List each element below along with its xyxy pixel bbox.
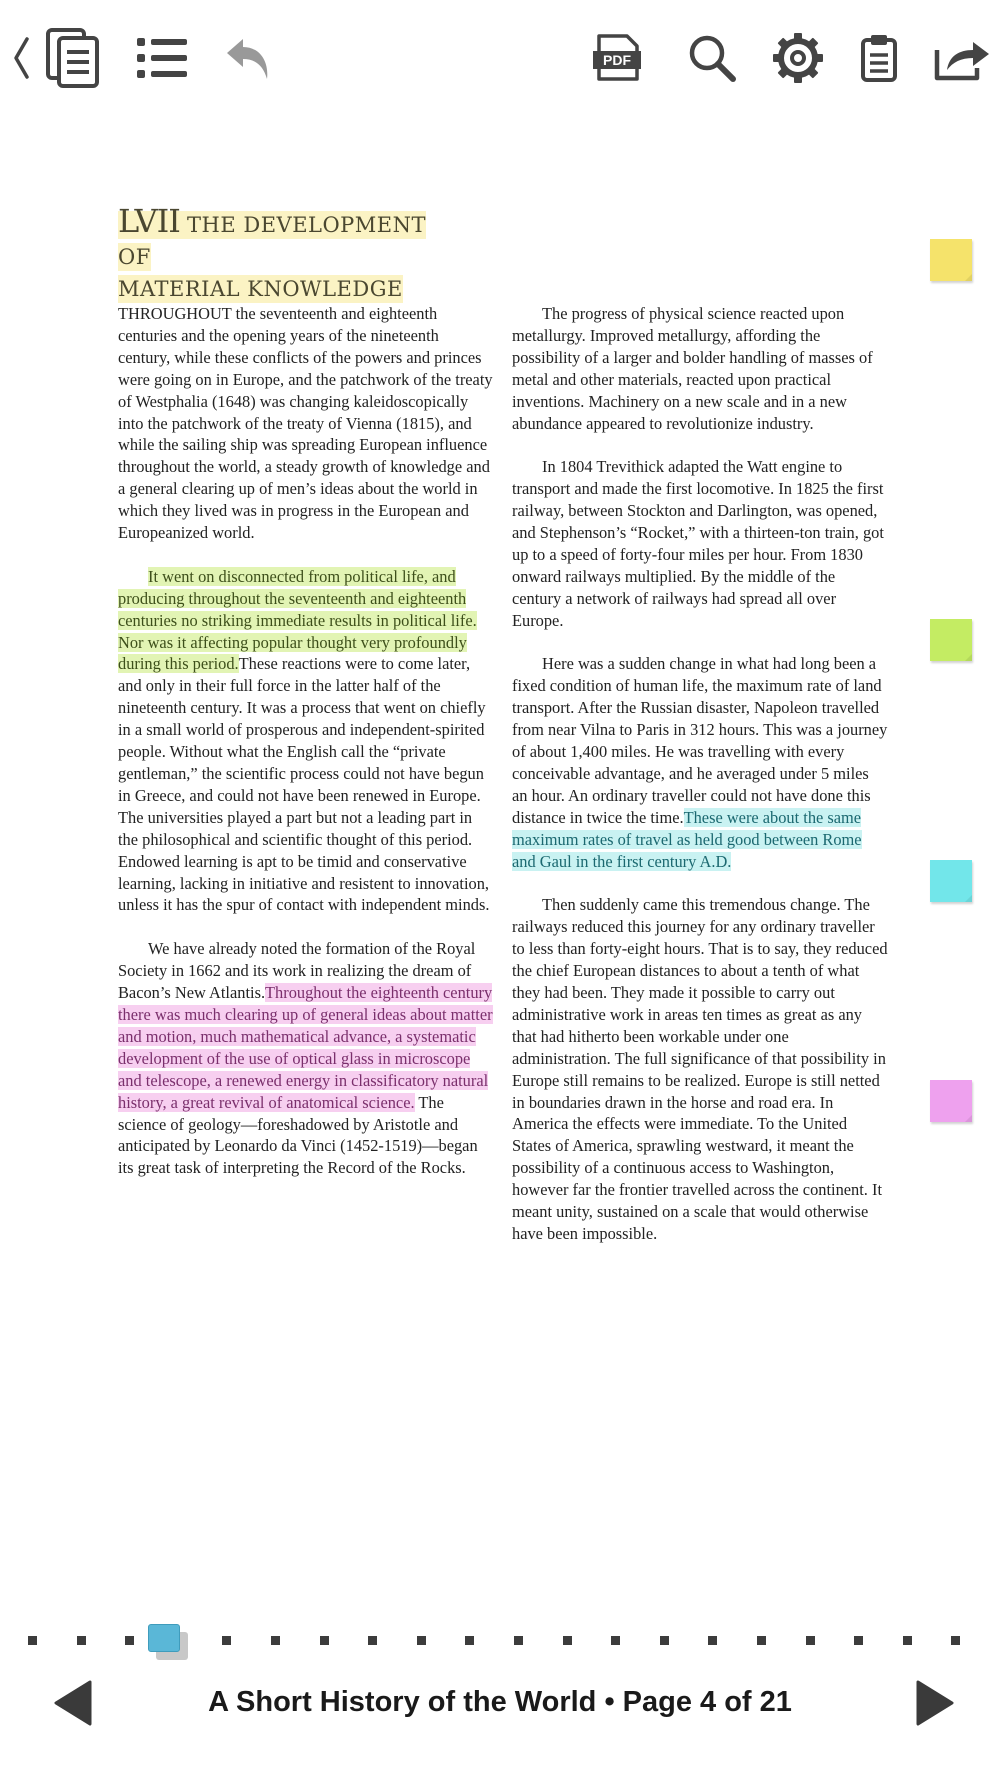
table-of-contents-icon[interactable] [134, 28, 190, 88]
green-note-marker[interactable] [930, 619, 972, 661]
scrubber-page-dot[interactable] [465, 1636, 474, 1645]
pdf-label: PDF [603, 52, 631, 68]
chapter-number: LVII [118, 202, 180, 240]
scrubber-page-dot[interactable] [271, 1636, 280, 1645]
scrubber-page-dot[interactable] [320, 1636, 329, 1645]
search-icon[interactable] [686, 28, 738, 88]
scrubber-page-dot[interactable] [563, 1636, 572, 1645]
scrubber-page-dot[interactable] [806, 1636, 815, 1645]
library-icon[interactable] [44, 28, 104, 88]
green-highlight[interactable]: It went on disconnected from political life, and producing throughout the seventeenth and eighteenth centuries no striking immediate results in political life. Nor was it affecting popular thought very profoundly during this period. [118, 566, 477, 674]
share-icon[interactable] [932, 28, 994, 88]
footer-bar [0, 1668, 1000, 1738]
left-column [118, 303, 494, 1201]
paragraph-text: In 1804 Trevithick adapted the Watt engine to transport and made the first locomotive. In 1825 the first railway, between Stockton and Darlington, was opened, and Stephenson’s “Rocket,” with a thirteen-ton train, got up to a speed of forty-four miles per hour. From 1830 onward railways multiplied. By the middle of the century a network of railways had spread all over Europe. [512, 457, 884, 630]
paragraph [512, 303, 888, 434]
paragraph [118, 303, 494, 544]
scrubber-page-dot[interactable] [757, 1636, 766, 1645]
yellow-note-marker[interactable] [930, 239, 972, 281]
back-chevron-icon[interactable] [10, 28, 32, 88]
paragraph [512, 653, 888, 872]
cyan-highlight[interactable]: These were about the same maximum rates of travel as held good between Rome and Gaul in the first century A.D. [512, 807, 862, 871]
paragraph-text: Then suddenly came this tremendous change. The railways reduced this journey for any ordinary traveller to less than forty-eight hours. That is to say, they reduced the chief European distances to about a tenth of what they had been. They made it possible to carry out administrative work in areas ten times as great as any that had hitherto been workable under one administration. The full significance of that possibility in Europe still remains to be realized. Europe is still netted in boundaries drawn in the horse and road era. In America the effects were immediate. To the United States of America, sprawling westward, it meant the possibility of a continuous access to Washington, however far the frontier travelled across the continent. It meant unity, sustained on a scale that would otherwise have been impossible. [512, 895, 888, 1244]
pink-highlight[interactable]: Throughout the eighteenth century there was much clearing up of general ideas about matter and motion, much mathematical advance, a systematic development of the use of optical glass in microscope and telescope, a renewed energy in classificatory natural history, a great revival of anatomical science. [118, 983, 493, 1112]
book-title-page-indicator: A Short History of the World • Page 4 of 21 [208, 1686, 792, 1718]
paragraph-text: These reactions were to come later, and only in their full force in the latter half of the nineteenth century. It was a process that went on chiefly in a small world of prosperous and independent-spirited people. Without what the English call the “private gentleman,” the scientific process could not have begun in Greece, and could not have been renewed in Europe. The universities played a part but not a leading part in the philosophical and scientific thought of this period. Endowed learning is apt to be timid and conservative learning, lacking in initiative and resistent to innovation, unless it has the spur of contact with independent minds. [118, 654, 490, 915]
settings-icon[interactable] [770, 28, 826, 88]
scrubber-page-dot[interactable] [368, 1636, 377, 1645]
scrubber-page-dot[interactable] [903, 1636, 912, 1645]
pdf-icon[interactable] [590, 28, 644, 88]
chapter-title [118, 202, 458, 305]
paragraph [118, 938, 494, 1179]
paragraph [512, 894, 888, 1245]
previous-page-arrow-icon[interactable] [52, 1678, 102, 1728]
scrubber-page-dot[interactable] [611, 1636, 620, 1645]
pink-note-marker[interactable] [930, 1080, 972, 1122]
undo-icon[interactable] [222, 28, 274, 88]
scrubber-page-dot[interactable] [125, 1636, 134, 1645]
scrubber-page-dot[interactable] [708, 1636, 717, 1645]
cyan-note-marker[interactable] [930, 860, 972, 902]
paragraph [512, 456, 888, 631]
notes-icon[interactable] [858, 28, 900, 88]
scrubber-page-dot[interactable] [222, 1636, 231, 1645]
right-column [512, 303, 888, 1267]
page-scrubber[interactable] [28, 1628, 978, 1668]
next-page-arrow-icon[interactable] [912, 1678, 962, 1728]
chapter-title-line-1: THE DEVELOPMENT OF [118, 213, 427, 269]
paragraph-text: We have already noted the formation of the Royal Society in 1662 and its work in realizing the dream of Bacon’s New Atlantis. [118, 939, 476, 1003]
chapter-title-line-2: MATERIAL KNOWLEDGE [118, 277, 403, 301]
scrubber-page-dot[interactable] [660, 1636, 669, 1645]
scrubber-page-dot[interactable] [77, 1636, 86, 1645]
paragraph [118, 566, 494, 917]
paragraph-text: THROUGHOUT the seventeenth and eighteenth centuries and the opening years of the nineteenth century, while these conflicts of the powers and princes were going on in Europe, and the patchwork of the treaty of Westphalia (1648) was changing kaleidoscopically into the patchwork of the treaty of Vienna (1815), and while the sailing ship was spreading European influence throughout the world, a steady growth of knowledge and a general clearing up of men’s ideas about the world in which they lived was in progress in the European and Europeanized world. [118, 304, 493, 543]
scrubber-page-dot[interactable] [854, 1636, 863, 1645]
scrubber-page-dot[interactable] [417, 1636, 426, 1645]
paragraph-text: The progress of physical science reacted upon metallurgy. Improved metallurgy, affording the possibility of a larger and bolder handling of masses of metal and other materials, reacted upon practical inventions. Machinery on a new scale and in a new abundance appeared to revolutionize industry. [512, 304, 873, 433]
top-toolbar [0, 0, 1000, 120]
paragraph-text: Here was a sudden change in what had long been a fixed condition of human life, the maximum rate of land transport. After the Russian disaster, Napoleon travelled from near Vilna to Paris in 312 hours. This was a journey of about 1,400 miles. He was travelling with every conceivable advantage, and he averaged under 5 miles an hour. An ordinary traveller could not have done this distance in twice the time. [512, 654, 888, 827]
scrubber-page-dot[interactable] [28, 1636, 37, 1645]
scrubber-page-dot[interactable] [514, 1636, 523, 1645]
scrubber-current-page-thumb[interactable] [148, 1624, 180, 1652]
paragraph-text: The science of geology—foreshadowed by Aristotle and anticipated by Leonardo da Vinci (1452-1519)—began its great task of interpreting the Record of the Rocks. [118, 1092, 478, 1178]
scrubber-page-dot[interactable] [951, 1636, 960, 1645]
